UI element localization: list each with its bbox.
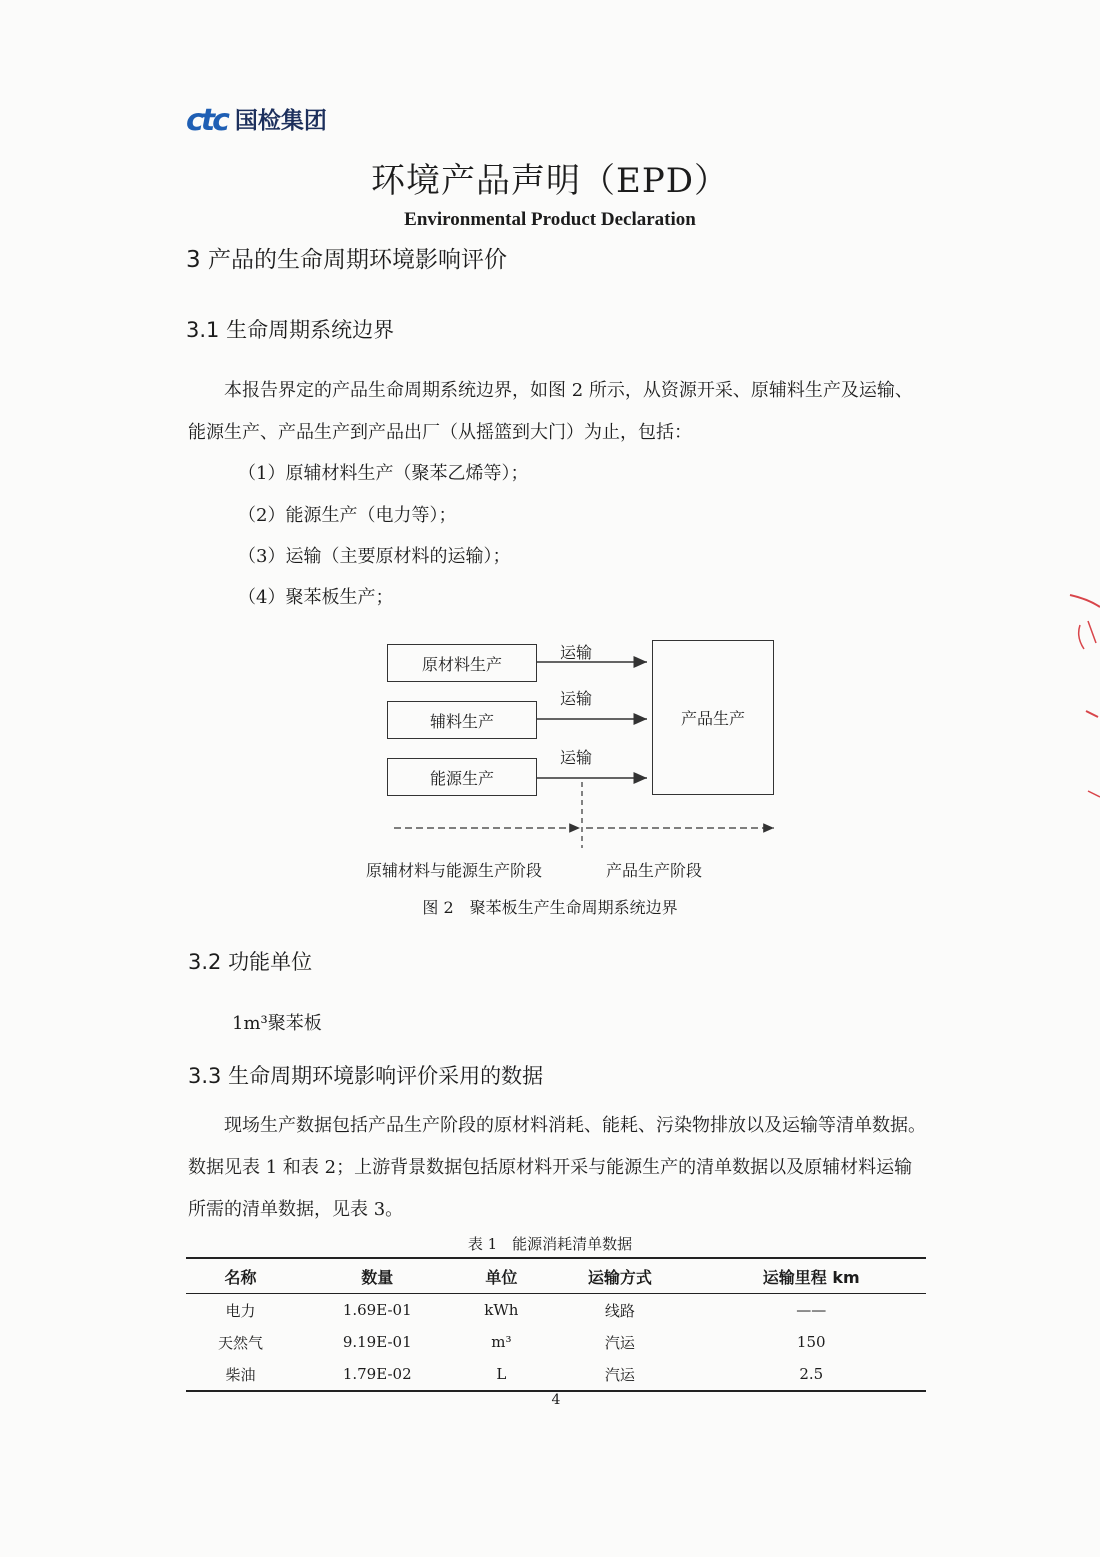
transport-label: 运输 [560,748,593,767]
section-3-1-paragraph: 本报告界定的产品生命周期系统边界，如图 2 所示，从资源开采、原辅料生产及运输、能源生产、产品生产到产品出厂（从摇篮到大门）为止，包括： [188,380,913,443]
table-cell: 柴油 [186,1358,295,1391]
stage-label-production: 产品生产阶段 [606,861,703,880]
list-item: （4）聚苯板生产； [238,587,394,608]
box-product-production: 产品生产 [652,640,774,795]
stage-label-materials: 原辅材料与能源生产阶段 [366,861,543,880]
page-number: 4 [551,1392,561,1408]
section-3-3-paragraph: 现场生产数据包括产品生产阶段的原材料消耗、能耗、污染物排放以及运输等清单数据。数据见表 1 和表 2；上游背景数据包括原材料开采与能源生产的清单数据以及原辅材料运输所需的清单数据，见表 3。 [188,1115,926,1220]
list-item: （1）原辅材料生产（聚苯乙烯等）； [238,463,529,484]
table-cell: 2.5 [697,1358,927,1391]
table-row [186,1326,926,1358]
table-cell: m³ [491,1333,512,1351]
figure-caption: 图 2 聚苯板生产生命周期系统边界 [422,898,678,917]
box-raw-material: 原材料生产 [387,644,537,682]
list-item: （3）运输（主要原材料的运输）； [238,546,511,567]
column-header: 数量 [295,1258,459,1294]
table-cell: kWh [484,1301,519,1319]
column-header: 运输方式 [543,1258,696,1294]
logo-mark: ctc [186,103,227,138]
table-cell: —— [796,1301,827,1319]
box-auxiliary: 辅料生产 [387,701,537,739]
table-row [186,1358,926,1391]
table-cell: 汽运 [604,1333,635,1352]
transport-label: 运输 [560,689,593,708]
table-cell: 1.79E-02 [295,1358,459,1391]
document-subtitle: Environmental Product Declaration [404,209,696,230]
box-energy: 能源生产 [387,758,537,796]
table-header-row [186,1258,926,1294]
list-item: （2）能源生产（电力等）； [238,505,457,526]
column-header: 运输里程 km [697,1258,927,1294]
document-title: 环境产品声明（EPD） [371,161,729,201]
logo-text: 国检集团 [234,108,327,134]
table-cell: 汽运 [543,1358,696,1391]
table-cell: 线路 [604,1301,635,1320]
energy-consumption-table [186,1257,926,1392]
transport-label: 运输 [560,643,593,662]
table-cell: 150 [796,1333,826,1351]
section-3-3-heading: 3.3 生命周期环境影响评价采用的数据 [188,1064,544,1088]
section-3-2-heading: 3.2 功能单位 [188,950,313,974]
table-cell: 9.19E-01 [342,1333,412,1351]
table-cell: 天然气 [218,1333,264,1352]
table-cell: 电力 [225,1301,256,1320]
table-caption: 表 1 能源消耗清单数据 [467,1235,633,1253]
table-cell: L [459,1358,543,1391]
table-cell: 1.69E-01 [342,1301,412,1319]
column-header: 单位 [459,1258,543,1294]
column-header: 名称 [186,1258,295,1294]
section-3-heading: 3 产品的生命周期环境影响评价 [186,247,507,273]
functional-unit: 1m³聚苯板 [232,1013,322,1034]
table-row [186,1294,926,1327]
section-3-1-heading: 3.1 生命周期系统边界 [186,318,395,342]
seal-stamp-icon [1066,585,1100,825]
